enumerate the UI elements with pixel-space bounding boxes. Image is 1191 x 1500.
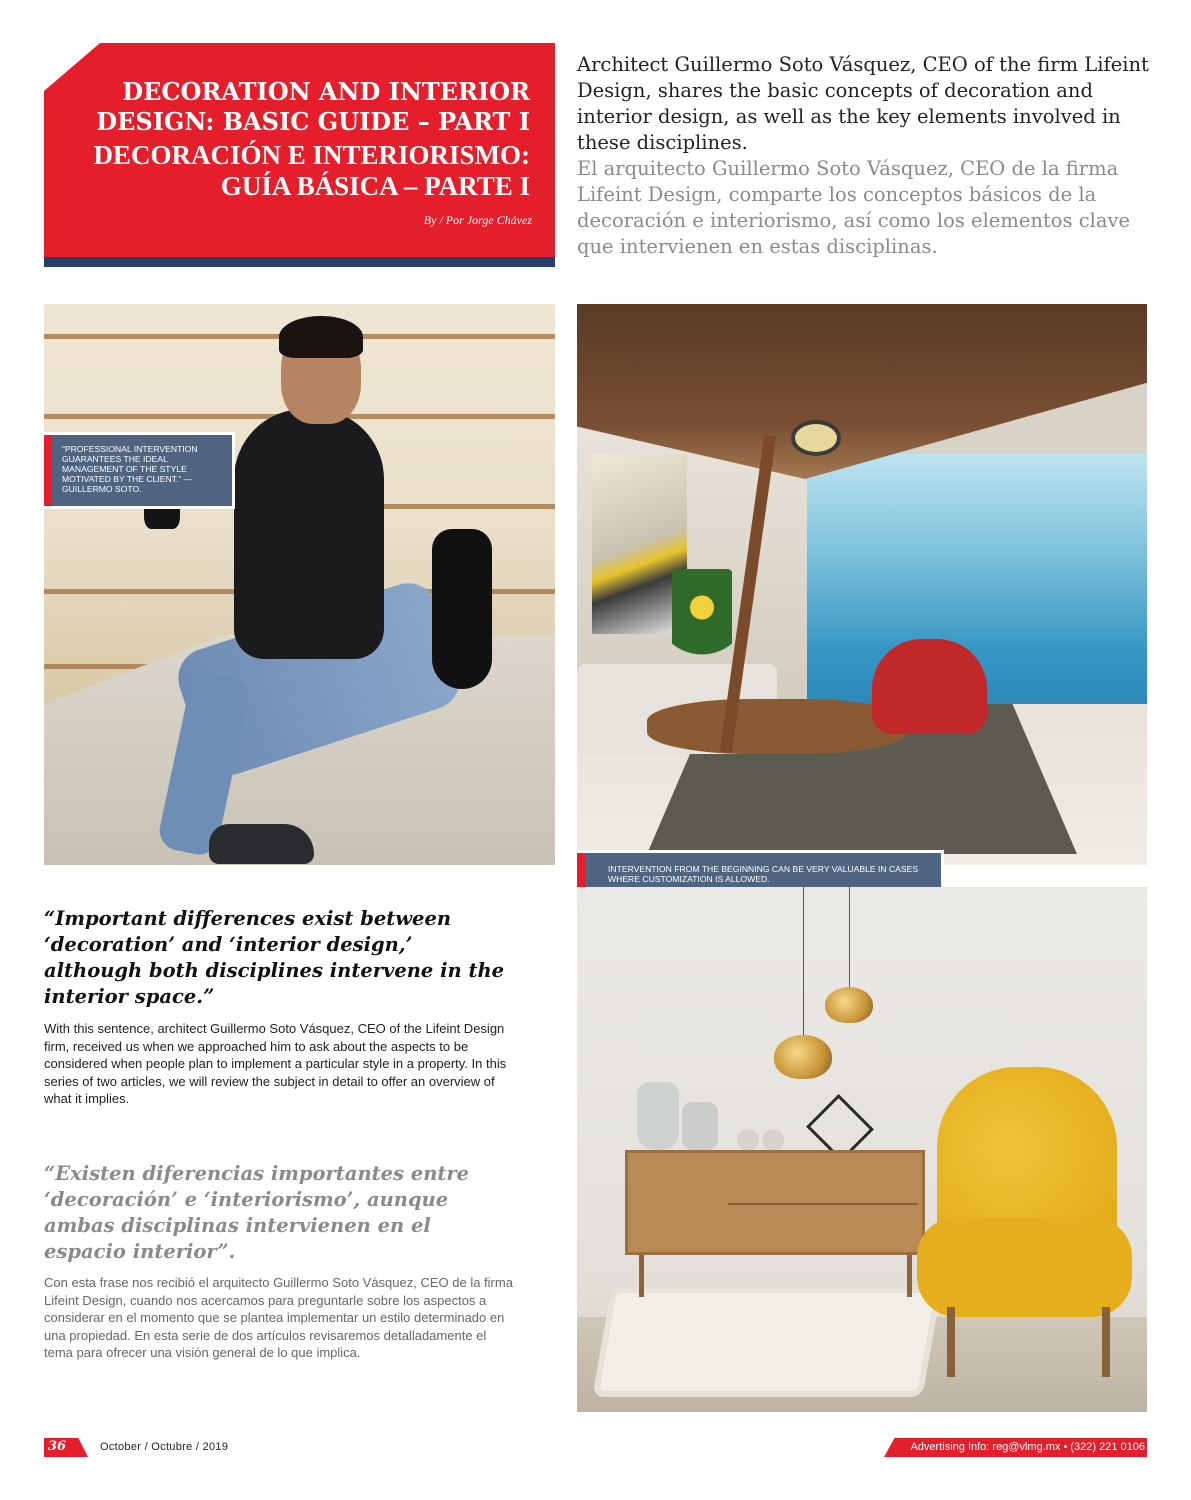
article-title-spanish: DECORACIÓN E INTERIORISMO: GUÍA BÁSICA – PARTE I [93,140,530,201]
armchair-leg [1102,1307,1110,1377]
sideboard-leg [639,1255,644,1297]
pendant-cord [803,887,804,1037]
pull-quote-english: “Important differences exist between ‘decoration’ and ‘interior design,’ although both disciplines intervene in the interior space.” [44,907,505,1008]
sideboard-leg [907,1255,912,1297]
article-title-english: DECORATION AND INTERIOR DESIGN: BASIC GUIDE – PART I [96,77,530,136]
page-number: 36 [48,1439,67,1454]
armchair-leg [947,1307,955,1377]
person-hair [279,316,363,358]
callout-accent-bar [44,435,52,506]
pull-quote-spanish: “Existen diferencias importantes entre ‘decoración’ e ‘interiorismo’, aunque ambas disciplinas intervienen en el espacio interior”. [44,1162,470,1263]
advertising-info: Advertising Info: reg@vlmg.mx • (322) 221 0106 [910,1441,1145,1453]
living-room-callout-text: INTERVENTION FROM THE BEGINNING CAN BE VERY VALUABLE IN CASES WHERE CUSTOMIZATION IS ALLOWED. [608,864,919,884]
decor-ball [737,1129,759,1151]
pendant-cord [849,887,850,987]
coffee-table [647,699,907,754]
living-room-photo [577,304,1147,865]
lamp-head [795,424,837,452]
yellow-armchair-seat [917,1217,1132,1317]
person-torso [234,409,384,659]
portrait-callout [44,435,232,506]
chess-king-sculpture [432,529,492,689]
byline: By / Por Jorge Chávez [423,213,532,227]
issue-date: October / Octubre / 2019 [100,1441,229,1453]
body-text-spanish: Con esta frase nos recibió el arquitecto Guillermo Soto Vásquez, CEO de la firma Lifeint Design, cuando nos acercamos para preguntarle sobre los aspectos a considerar en el momento que se plantea implementar un estilo determinado en una propiedad. En esta serie de dos artículos revisaremos detalladamente el tema para ofrecer una visión general de lo que implica. [44,1275,513,1360]
wood-sideboard [625,1150,925,1255]
title-accent-strip [44,257,555,267]
portrait-photo [44,304,555,865]
glass-vase [682,1102,718,1150]
gold-pendant-lamp [825,987,873,1023]
decor-ball [762,1129,784,1151]
shoe [209,824,314,864]
red-armchair [872,639,987,734]
gold-pendant-lamp [774,1035,832,1079]
body-text-english: With this sentence, architect Guillermo Soto Vásquez, CEO of the Lifeint Design firm, received us when we approached him to ask about the aspects to be considered when people plan to implement a particular style in a property. In this series of two articles, we will review the subject in detail to offer an overview of what it implies. [44,1021,507,1106]
intro-spanish: El arquitecto Guillermo Soto Vásquez, CEO de la firma Lifeint Design, comparte los conceptos básicos de la decoración e interiorismo, así como los elementos clave que intervienen en estas disciplinas. [577,157,1131,258]
intro-english: Architect Guillermo Soto Vásquez, CEO of the firm Lifeint Design, shares the basic concepts of decoration and interior design, as well as the key elements involved in these disciplines. [577,53,1149,154]
rug [592,1287,941,1397]
glass-vase [637,1082,679,1150]
flower-arrangement [672,569,732,679]
yellow-chair-photo [577,887,1147,1412]
portrait-callout-text: “PROFESSIONAL INTERVENTION GUARANTEES THE IDEAL MANAGEMENT OF THE STYLE MOTIVATED BY THE CLIENT.” —GUILLERMO SOTO. [62,444,198,494]
